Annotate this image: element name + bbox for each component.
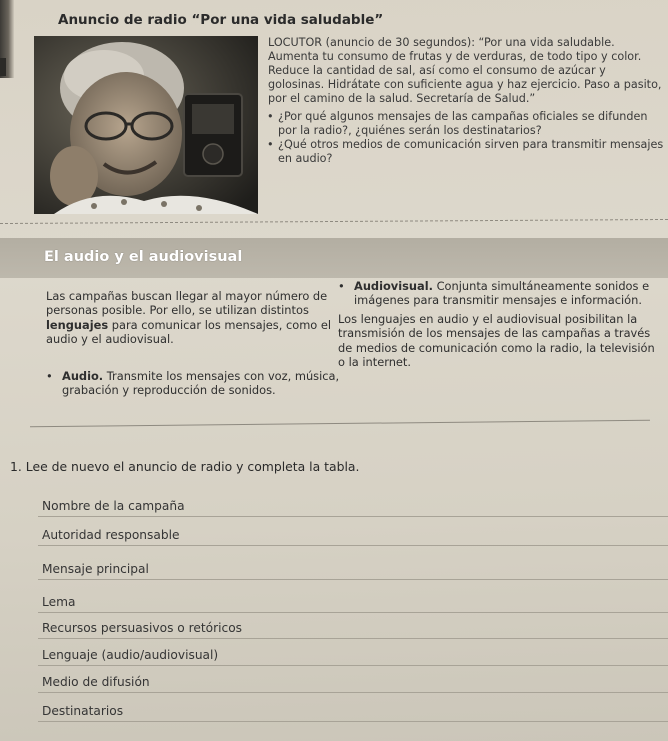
row-label: Lenguaje (audio/audiovisual): [42, 648, 219, 662]
reflection-questions: [268, 110, 664, 166]
row-label: Nombre de la campaña: [42, 499, 185, 513]
section-title: El audio y el audiovisual: [44, 249, 243, 265]
photo-illustration: [34, 36, 258, 214]
question-item: • ¿Por qué algunos mensajes de las campañas oficiales se difunden por la radio?, ¿quiénes serán los destinatarios?: [268, 110, 664, 138]
row-label: Mensaje principal: [42, 562, 149, 576]
table-row[interactable]: [38, 519, 668, 546]
intro-text-start: Las campañas buscan llegar al mayor número de personas posible. Por ello, se utilizan distintos: [46, 289, 328, 318]
row-label: Autoridad responsable: [42, 528, 180, 542]
radio-ad-text: [268, 36, 664, 166]
section-bottom-divider: [30, 420, 650, 427]
right-column: [338, 279, 658, 369]
table-row[interactable]: [38, 666, 668, 693]
intro-text-end: para comunicar los mensajes, como el audio y el audiovisual.: [46, 317, 332, 347]
audio-term: Audio.: [62, 368, 104, 383]
page-title: Anuncio de radio “Por una vida saludable”: [58, 12, 384, 28]
left-column: [46, 289, 346, 397]
row-label: Destinatarios: [42, 704, 124, 718]
audio-text: Transmite los mensajes con voz, música, grabación y reproducción de sonidos.: [62, 368, 340, 398]
audiovisual-text: Conjunta simultáneamente sonidos e imágenes para transmitir mensajes e información.: [354, 279, 650, 308]
audiovisual-definition: [338, 279, 658, 308]
row-label: Lema: [42, 595, 76, 609]
intro-bold-term: lenguajes: [46, 317, 109, 332]
table-row[interactable]: [38, 586, 668, 613]
ad-transcript: LOCUTOR (anuncio de 30 segundos): “Por una vida saludable. Aumenta tu consumo de frutas y de verduras, de todo tipo y color. Reduce la cantidad de sal, así como el consumo de azúcar y golosinas. Hidrátate con suficiente agua y haz ejercicio. Paso a pasito, por el camino de la salud. Secretaría de Salud.”: [268, 36, 662, 105]
audiovisual-term: Audiovisual.: [354, 279, 433, 293]
table-row[interactable]: [38, 695, 668, 722]
table-row[interactable]: [38, 612, 668, 639]
table-row[interactable]: [38, 490, 668, 517]
audio-definition: [46, 369, 346, 398]
page-binding-edge: [0, 58, 6, 76]
elderly-woman-photo: [34, 36, 258, 214]
table-row[interactable]: [38, 553, 668, 580]
closing-paragraph: Los lenguajes en audio y el audiovisual posibilitan la transmisión de los mensajes de las campañas a través de medios de comunicación como la radio, la televisión o la internet.: [338, 311, 655, 370]
row-label: Medio de difusión: [42, 675, 150, 689]
table-row[interactable]: [38, 639, 668, 666]
activity-prompt: 1. Lee de nuevo el anuncio de radio y completa la tabla.: [10, 459, 360, 474]
row-label: Recursos persuasivos o retóricos: [42, 621, 243, 635]
intro-paragraph: [46, 289, 346, 347]
section-divider: [0, 219, 668, 224]
question-item: • ¿Qué otros medios de comunicación sirven para transmitir mensajes en audio?: [268, 138, 664, 166]
